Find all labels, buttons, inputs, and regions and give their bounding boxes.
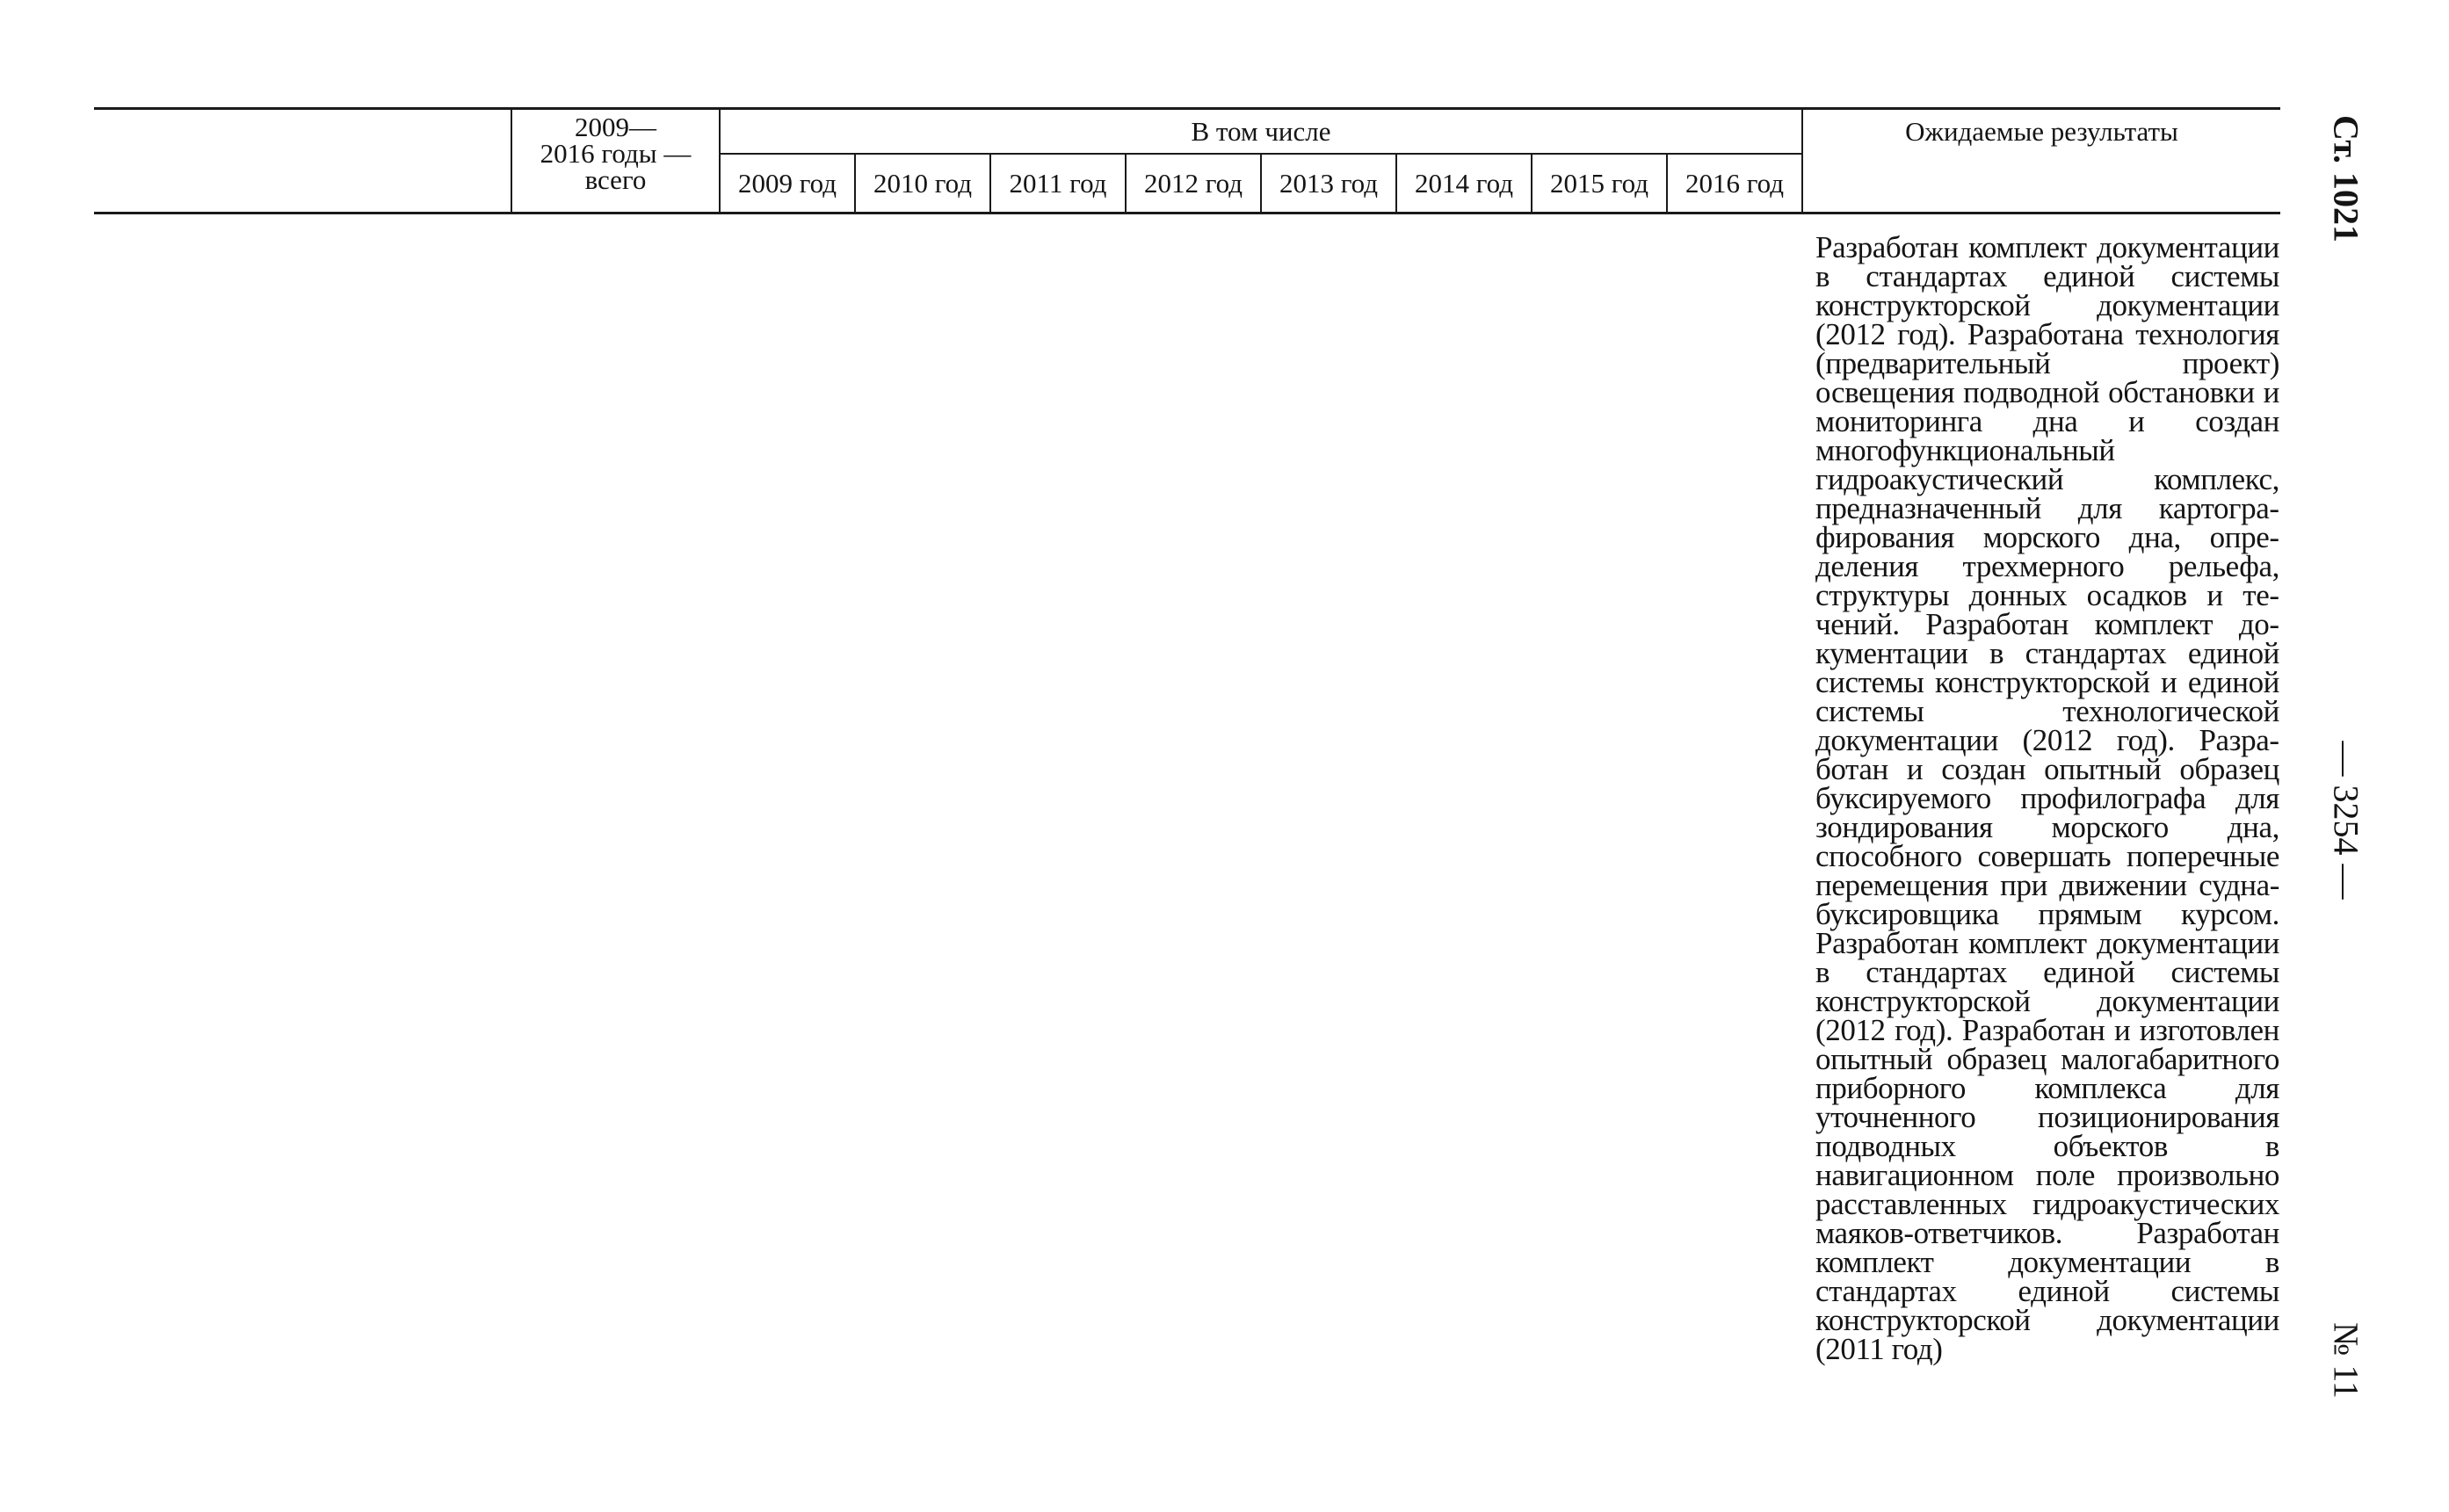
year-header-2012: 2012 год <box>1143 168 1243 199</box>
year-header-2016: 2016 год <box>1685 168 1785 199</box>
article-label: Ст. 1021 <box>2326 115 2366 242</box>
expected-results-text: Разработан комплект документации в стандартах единой системы конструкторской документации (2012 год). Разработана технология (предварительный проект) освещения подводной обстановки и мониторинга дна и создан многофункциональный гидроакустический комплекс, предназначенный для картографирования морского дна, определения трехмерного рельефа, структуры донных осадков и течений. Разработан комплект документации в стандартах единой системы конструкторской и единой системы технологической документации (2012 год). Разработан и создан опытный образец буксируемого профилографа для зондирования морского дна, способного совершать поперечные перемещения при движении судна-буксировщика прямым курсом. Разработан комплект документации в стандартах единой системы конструкторской документации (2012 год). Разработан и изготовлен опытный образец малогабаритного приборного комплекса для уточненного позиционирования подводных объектов в навигационном поле произвольно расставленных гидроакустических маяков-ответчиков. Разработан комплект документации в стандартах единой системы конструкторской документации (2011 год) <box>1815 230 2279 1366</box>
including-header: В том числе <box>1191 116 1331 147</box>
year-header-2015: 2015 год <box>1549 168 1649 199</box>
header-bottom-rule <box>94 212 2280 214</box>
total-column-line-3: всего <box>584 164 647 195</box>
year-header-2011: 2011 год <box>1009 168 1107 199</box>
page-number-label: — 3254 — <box>2326 741 2366 900</box>
year-header-2014: 2014 год <box>1414 168 1514 199</box>
year-header-2009: 2009 год <box>737 168 837 199</box>
issue-label: № 11 <box>2326 1322 2366 1399</box>
total-column-line-1: 2009— <box>575 112 656 142</box>
year-header-2013: 2013 год <box>1279 168 1379 199</box>
total-column-line-2: 2016 годы — <box>540 138 692 169</box>
results-header: Ожидаемые результаты <box>1905 116 2178 147</box>
total-column-header <box>512 114 719 193</box>
year-header-2010: 2010 год <box>873 168 973 199</box>
table-top-rule <box>94 107 2280 110</box>
